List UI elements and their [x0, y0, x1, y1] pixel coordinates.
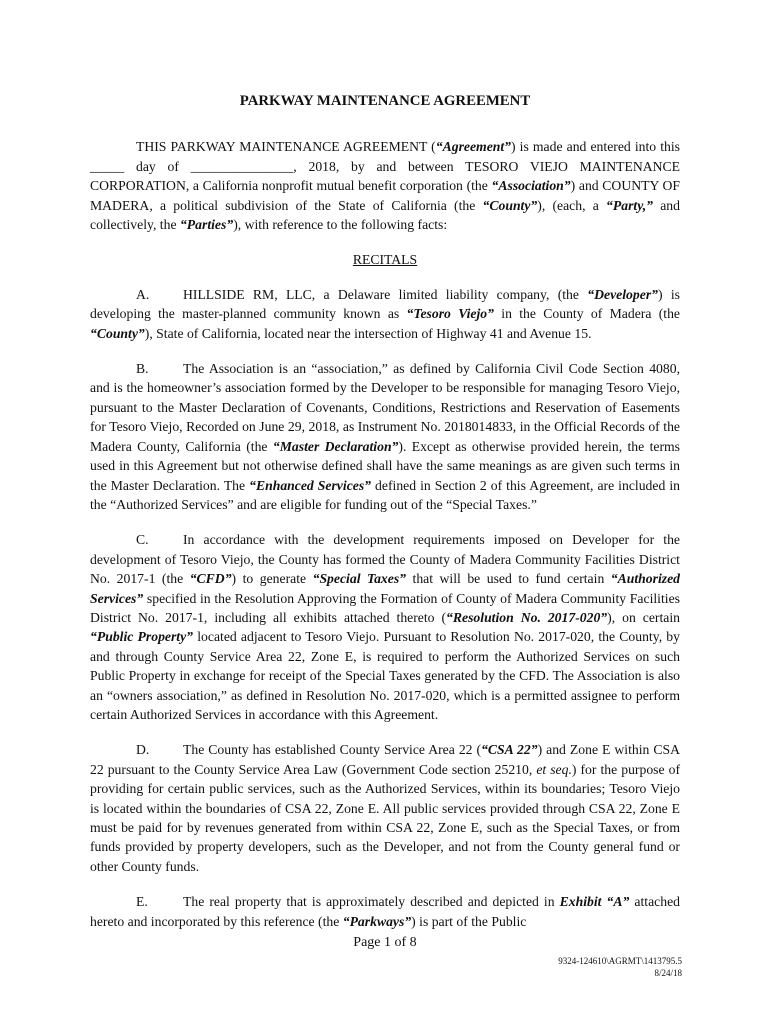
defined-term: “Special Taxes” — [312, 571, 407, 587]
intro-text: ), (each, a — [537, 197, 607, 213]
defined-term: “Parties” — [179, 217, 234, 233]
defined-term: “County” — [482, 197, 538, 213]
recital-letter: B. — [136, 361, 149, 377]
intro-text: ) and COUNTY OF MADERA, a political subdivision of the State of California (the — [90, 178, 680, 213]
recital-a — [90, 285, 680, 343]
defined-term: Exhibit “A” — [559, 894, 630, 910]
recital-text: ), on certain — [607, 609, 680, 625]
defined-term: “CSA 22” — [481, 742, 538, 758]
intro-text: ), with reference to the following facts: — [233, 217, 448, 233]
defined-term: “Enhanced Services” — [249, 477, 372, 493]
document-date: 8/24/18 — [654, 968, 682, 978]
document-id: 9324-124610\AGRMT\1413795.5 — [558, 956, 682, 966]
recital-e — [90, 892, 680, 931]
defined-term: “Developer” — [587, 286, 658, 302]
latin-term: et seq. — [536, 761, 572, 777]
recital-text: The County has established County Service Area 22 ( — [183, 742, 482, 758]
recital-text: in the County of Madera (the — [493, 306, 680, 322]
recital-letter: D. — [136, 742, 150, 758]
intro-paragraph — [90, 137, 680, 234]
intro-text: and collectively, the — [90, 197, 680, 233]
recital-d — [90, 740, 680, 876]
intro-text: THIS PARKWAY MAINTENANCE AGREEMENT ( — [136, 139, 436, 155]
recital-b — [90, 359, 680, 514]
page-number: Page 1 of 8 — [353, 935, 417, 950]
recital-text: ) is developing the master-planned community known as — [90, 286, 681, 322]
recital-letter: E. — [136, 894, 148, 910]
defined-term: “Public Property” — [90, 629, 194, 645]
intro-text: ) is made and entered into this _____ day of _______________, 2018, by and between TESORO VIEJO MAINTENANCE CORPORATION, a California nonprofit mutual benefit corporation (the — [90, 139, 680, 194]
recital-text: located adjacent to Tesoro Viejo. Pursuant to Resolution No. 2017-020, the County, by and through County Service Area 22, Zone E, is required to perform the Authorized Services on such Public Property in exchange for receipt of the Special Taxes generated by the CFD. The Association is also an “owners association,” as defined in Resolution No. 2017-020, which is a permitted assignee to perform certain Authorized Services in accordance with this Agreement. — [90, 629, 680, 722]
recital-text: ) for the purpose of providing for certain public services, such as the Authorized Services, within its boundaries; Tesoro Viejo is located within the boundaries of CSA 22, Zone E. All public services provided through CSA 22, Zone E must be paid for by revenues generated from within CSA 22, Zone E, such as the Special Taxes, or from funds provided by property developers, such as the Developer, and not from the County general fund or other County funds. — [90, 761, 680, 874]
recital-text: ) is part of the Public — [411, 913, 527, 929]
recital-letter: C. — [136, 532, 149, 548]
recital-text: In accordance with the development requirements imposed on Developer for the development of Tesoro Viejo, the County has formed the County of Madera Community Facilities District No. 2017-1 (the — [90, 532, 680, 587]
defined-term: “County” — [90, 325, 145, 341]
defined-term: “Association” — [491, 178, 571, 194]
defined-term: “Resolution No. 2017-020” — [446, 609, 608, 625]
recital-text: ) to generate — [231, 571, 313, 587]
recital-text: that will be used to fund certain — [406, 571, 611, 587]
recital-text: ). Except as otherwise provided herein, the terms used in this Agreement but not otherwise defined shall have the same meanings as are given such terms in the Master Declaration. The — [90, 438, 680, 493]
recital-text: attached hereto and incorporated by this reference (the — [90, 894, 680, 929]
defined-term: “CFD” — [189, 571, 232, 587]
recital-text: The Association is an “association,” as defined by California Civil Code Section 4080, and is the homeowner’s association formed by the Developer to be responsible for managing Tesoro Viejo, pursuant to the Master Declaration of Covenants, Conditions, Restrictions and Reservation of Easements for Tesoro Viejo, Recorded on June 29, 2018, as Instrument No. 2018014833, in the Official Records of the Madera County, California (the — [90, 361, 680, 454]
defined-term: “Tesoro Viejo” — [406, 306, 494, 322]
recital-letter: A. — [136, 286, 150, 302]
document-body — [90, 92, 680, 947]
defined-term: “Parkways” — [342, 913, 412, 929]
recital-text: specified in the Resolution Approving the Formation of County of Madera Community Facilities District No. 2017-1, including all exhibits attached thereto ( — [90, 590, 680, 625]
recitals-heading: RECITALS — [352, 252, 418, 268]
recital-text: ), State of California, located near the intersection of Highway 41 and Avenue 15. — [144, 325, 592, 341]
document-title: PARKWAY MAINTENANCE AGREEMENT — [239, 93, 531, 109]
recital-text: ) and Zone E within CSA 22 pursuant to the County Service Area Law (Government Code section 25210, — [90, 742, 680, 777]
defined-term: “Master Declaration” — [272, 438, 399, 454]
document-id-block — [558, 955, 682, 979]
recital-text: defined in Section 2 of this Agreement, are included in the “Authorized Services” and are eligible for funding out of the “Special Taxes.” — [90, 477, 680, 512]
defined-term: “Agreement” — [435, 139, 512, 155]
recital-text: HILLSIDE RM, LLC, a Delaware limited liability company, (the — [183, 286, 588, 302]
defined-term: “Authorized Services” — [90, 571, 681, 606]
recital-c — [90, 530, 680, 724]
defined-term: “Party,” — [606, 197, 654, 213]
recital-text: The real property that is approximately described and depicted in — [183, 894, 560, 910]
